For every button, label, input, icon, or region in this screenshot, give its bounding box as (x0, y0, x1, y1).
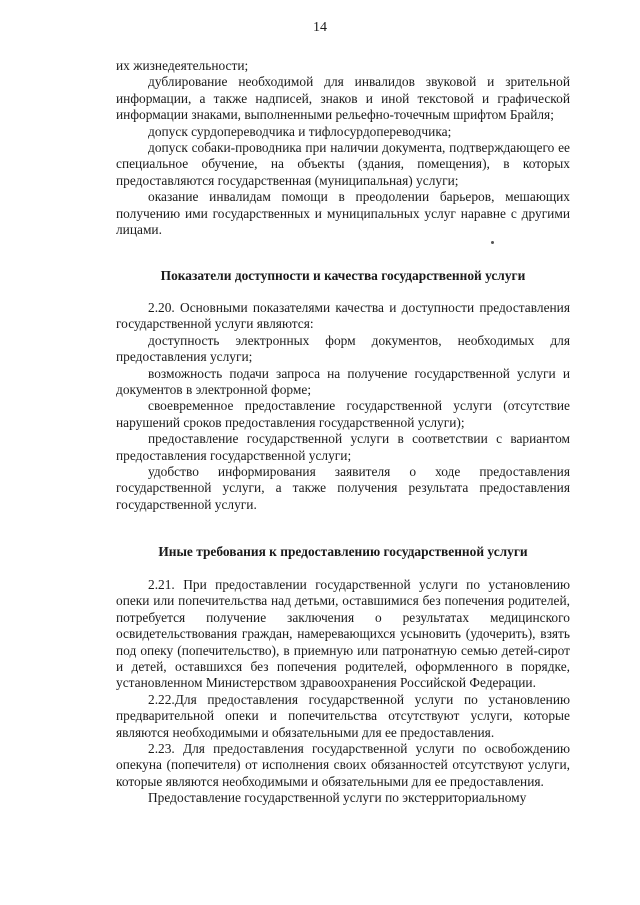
paragraph: своевременное предоставление государственной услуги (отсутствие нарушений сроков предоставления государственной услуги); (116, 398, 570, 430)
accessibility-measures-list (116, 58, 570, 238)
scan-speck (491, 241, 494, 244)
other-requirements-paragraphs (116, 577, 570, 807)
paragraph: 2.20. Основными показателями качества и доступности предоставления государственной услуги являются: (116, 300, 570, 332)
page-number: 14 (313, 20, 327, 35)
paragraph: 2.23. Для предоставления государственной услуги по освобождению опекуна (попечителя) от исполнения своих обязанностей отсутствуют услуги, которые являются необходимыми и обязательными для ее предоставления. (116, 741, 570, 789)
quality-indicators-list (116, 300, 570, 513)
paragraph: доступность электронных форм документов, необходимых для предоставления услуги; (116, 332, 570, 365)
paragraph: допуск сурдопереводчика и тифлосурдопереводчика; (148, 123, 452, 139)
paragraph: Предоставление государственной услуги по экстерриториальному (148, 790, 527, 806)
paragraph: предоставление государственной услуги в соответствии с вариантом предоставления государственной услуги; (116, 431, 570, 463)
paragraph: удобство информирования заявителя о ходе предоставления государственной услуги, а также получения результата предоставления государственной услуги. (116, 464, 570, 512)
paragraph: дублирование необходимой для инвалидов звуковой и зрительной информации, а также надписей, знаков и иной текстовой и графической информации знаками, выполненными рельефно-точечным шрифтом Брайля; (116, 74, 570, 123)
paragraph: их жизнедеятельности; (116, 58, 249, 73)
paragraph: 2.22.Для предоставления государственной услуги по установлению предварительной опеки и попечительства отсутствуют услуги, которые являются необходимыми и обязательными для ее предоставления. (116, 691, 570, 740)
paragraph: возможность подачи запроса на получение государственной услуги и документов в электронной форме; (116, 365, 570, 398)
paragraph: оказание инвалидам помощи в преодолении барьеров, мешающих получению ими государственных и муниципальных услуг наравне с другими лицами. (116, 189, 570, 238)
paragraph: 2.21. При предоставлении государственной услуги по установлению опеки или попечительства над детьми, оставшимися без попечения родителей, потребуется получение заключения о результатах медицинского освидетельствования граждан, намеревающихся усыновить (удочерить), взять под опеку (попечительство), в приемную или патронатную семью детей-сирот и детей, оставшихся без попечения родителей, оформленного в порядке, установленном Министерством здравоохранения Российской Федерации. (116, 577, 570, 691)
section-heading-accessibility-indicators: Показатели доступности и качества государственной услуги (160, 268, 526, 283)
paragraph: допуск собаки-проводника при наличии документа, подтверждающего ее специальное обучение, на объекты (здания, помещения), в которых предоставляются государственная (муниципальная) услуги; (116, 140, 570, 188)
section-heading-other-requirements: Иные требования к предоставлению государственной услуги (158, 544, 528, 559)
